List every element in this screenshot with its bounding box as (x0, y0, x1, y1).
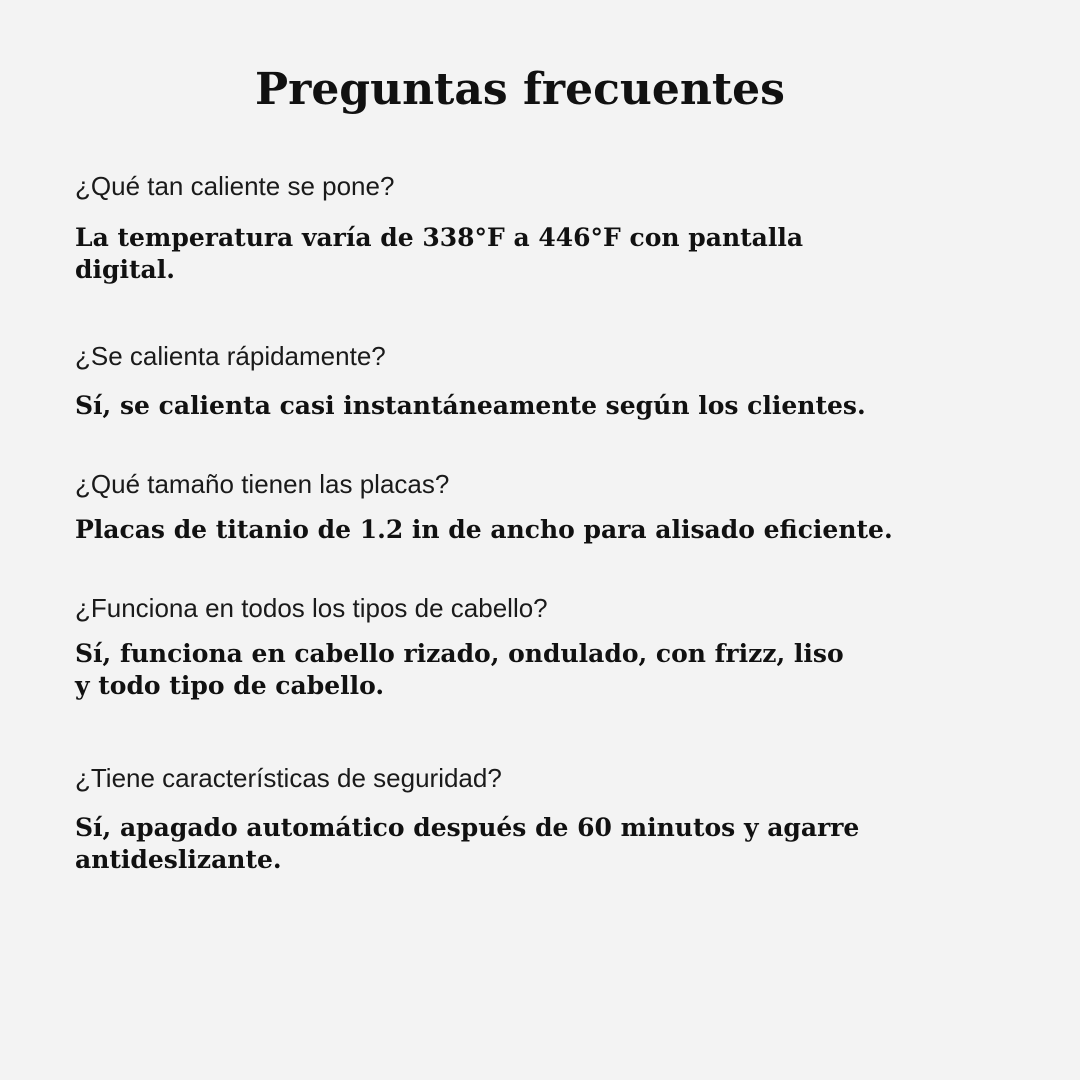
faq-answer-line: Sí, funciona en cabello rizado, ondulado, con frizz, liso (75, 639, 844, 668)
faq-item (75, 170, 1035, 286)
faq-answer-line: Placas de titanio de 1.2 in de ancho para alisado eficiente. (75, 515, 893, 544)
faq-question: ¿Funciona en todos los tipos de cabello? (75, 593, 548, 623)
faq-item (75, 592, 1035, 702)
faq-answer-line: Sí, apagado automático después de 60 minutos y agarre (75, 813, 860, 842)
faq-question: ¿Qué tan caliente se pone? (75, 171, 395, 201)
faq-answer (75, 812, 1035, 876)
faq-item (75, 762, 1035, 876)
faq-question: ¿Se calienta rápidamente? (75, 341, 386, 371)
faq-answer (75, 514, 1035, 546)
page-title: Preguntas frecuentes (255, 64, 785, 115)
faq-answer (75, 390, 1035, 422)
faq-answer (75, 222, 1035, 286)
faq-answer-line: Sí, se calienta casi instantáneamente según los clientes. (75, 391, 866, 420)
faq-answer (75, 638, 1035, 702)
faq-question: ¿Qué tamaño tienen las placas? (75, 469, 450, 499)
faq-answer-line: digital. (75, 255, 175, 284)
faq-answer-line: antideslizante. (75, 845, 282, 874)
faq-answer-line: y todo tipo de cabello. (75, 671, 385, 700)
faq-item (75, 340, 1035, 422)
faq-item (75, 468, 1035, 546)
faq-question: ¿Tiene características de seguridad? (75, 763, 502, 793)
faq-answer-line: La temperatura varía de 338°F a 446°F con pantalla (75, 223, 804, 252)
